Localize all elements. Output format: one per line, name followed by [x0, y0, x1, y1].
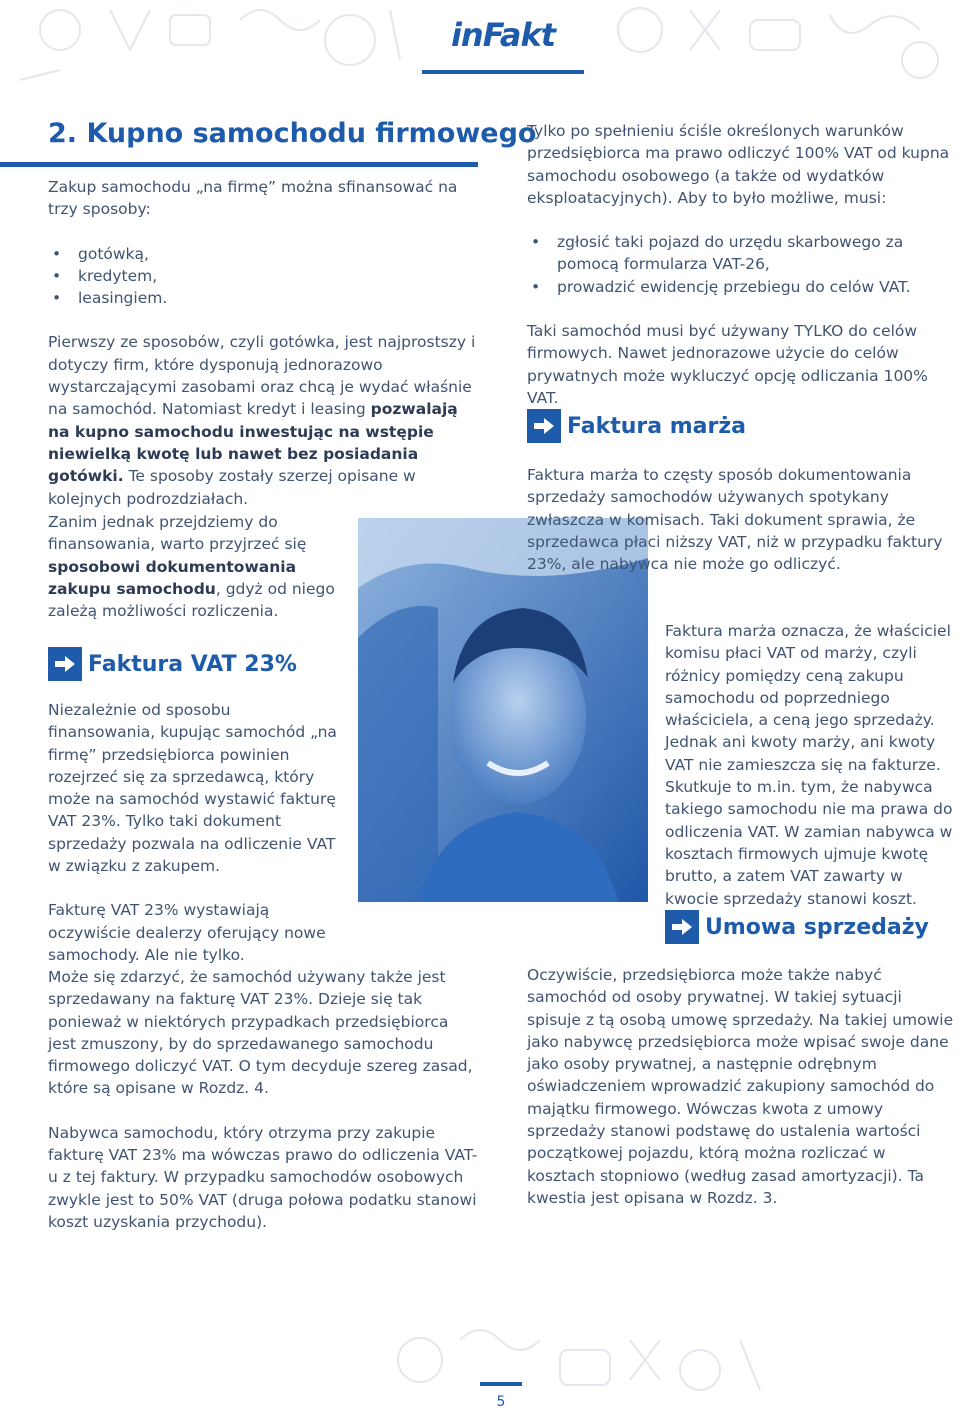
section-heading-marza: [527, 409, 746, 443]
right-column-top: [527, 120, 957, 431]
text: Zanim jednak przejdziemy do finansowania, warto przyjrzeć się: [48, 513, 307, 554]
section-title: Faktura VAT 23%: [88, 651, 297, 677]
logo-text: inFakt: [450, 16, 556, 54]
conditions-list: [527, 231, 957, 298]
list-item: • prowadzić ewidencję przebiegu do celów VAT.: [557, 276, 957, 298]
paragraph: Nabywca samochodu, który otrzyma przy zakupie fakturę VAT 23% ma wówczas prawo do odliczenia VAT-u z tej faktury. W przypadku samochodów osobowych zwykle jest to 50% VAT (druga połowa podatku stanowi koszt uzyskania przychodu).: [48, 1123, 478, 1231]
list-item: • gotówką,: [78, 243, 480, 265]
paragraph: Faktura marża oznacza, że właściciel komisu płaci VAT od marży, czyli różnicy pomiędzy ceną zakupu samochodu od poprzedniego właściciela, a ceną jego sprzedaży. Jednak ani kwoty marży, ani kwoty VAT nie zamieszcza się na fakturze. Skutkuje to m.in. tym, że nabywca takiego samochodu nie ma prawa do odliczenia VAT. W zamian nabywca w kosztach firmowych ujmuje kwotę brutto, a zatem VAT zawarty w kwocie sprzedaży stanowi koszt.: [665, 622, 953, 908]
intro-paragraph: Zakup samochodu „na firmę” można sfinansować na trzy sposoby:: [48, 178, 458, 219]
paragraph: Fakturę VAT 23% wystawiają oczywiście dealerzy oferujący nowe samochody. Ale nie tylko.: [48, 901, 326, 964]
section-vat23-body: [48, 699, 340, 988]
section-vat23-body-wide: [48, 966, 480, 1255]
brand-logo: [422, 0, 584, 74]
paragraph: Faktura marża to częsty sposób dokumentowania sprzedaży samochodów używanych spotykany zwłaszcza w komisach. Taki dokument sprawia, że sprzedawca płaci niższy VAT, niż w przypadku faktury 23%, ale nabywca nie może go odliczyć.: [527, 466, 943, 574]
section-title: Faktura marża: [567, 413, 747, 439]
bold-text: sposobowi dokumentowania zakupu samochodu: [48, 557, 297, 598]
section-marza-body-narrow: [665, 620, 957, 932]
list-item: • zgłosić taki pojazd do urzędu skarbowego za pomocą formularza VAT-26,: [557, 231, 957, 276]
page-number: 5: [496, 1394, 506, 1410]
paragraph: Taki samochód musi być używany TYLKO do celów firmowych. Nawet jednorazowe użycie do celów prywatnych może wykluczyć opcję odliczania 100% VAT.: [527, 322, 928, 407]
section-heading-vat23: [48, 647, 297, 681]
left-column-top: [48, 176, 480, 532]
section-umowa-body: [527, 964, 957, 1231]
bold-text: pozwalają na kupno samochodu inwestując na wstępie niewielką kwotę lub nawet bez posiadania gotówki.: [48, 400, 458, 486]
paragraph: Oczywiście, przedsiębiorca może także nabyć samochód od osoby prywatnej. W takiej sytuacji spisuje z tą osobą umowę sprzedaży. Na takiej umowie jako nabywcę przedsiębiorca może wpisać swoje dane jako osoby prywatnej, a następnie odrębnym oświadczeniem wprowadzić zakupiony samochód do majątku firmowego. Wówczas kwota z umowy sprzedaży stanowi podstawę do ustalenia wartości początkowej pojazdu, którą można rozliczać w kosztach stopniowo (według zasad amortyzacji). Ta kwestia jest opisana w Rozdz. 3.: [527, 966, 954, 1207]
financing-list: [48, 243, 480, 310]
arrow-right-icon: [48, 647, 82, 681]
arrow-right-icon: [665, 910, 699, 944]
paragraph-documentation: [48, 511, 340, 622]
text: Te sposoby zostały szerzej opisane w kolejnych podrozdziałach.: [48, 467, 416, 508]
paragraph: Tylko po spełnieniu ściśle określonych warunków przedsiębiorca ma prawo odliczyć 100% VAT od kupna samochodu osobowego (a także od wydatków eksploatacyjnych). Aby to było możliwe, musi:: [527, 122, 950, 207]
paragraph: Może się zdarzyć, że samochód używany także jest sprzedawany na fakturę VAT 23%. Dzieje się tak ponieważ w niektórych przypadkach przedsiębiorca jest zmuszony, by do sprzedawanego samochodu firmowego doliczyć VAT. O tym decyduje szereg zasad, które są opisane w Rozdz. 4.: [48, 968, 473, 1098]
section-heading-umowa: [665, 910, 929, 944]
list-item: • kredytem,: [78, 265, 480, 287]
page-number-bar: [480, 1382, 522, 1386]
left-column-narrow: [48, 511, 340, 644]
paragraph-cash-credit-leasing: [48, 331, 480, 509]
paragraph: Niezależnie od sposobu finansowania, kupując samochód „na firmę” przedsiębiorca powinien rozejrzeć się za sprzedawcą, który może na samochód wystawić fakturę VAT 23%. Tylko taki dokument sprzedaży pozwala na odliczenie VAT w związku z zakupem.: [48, 701, 337, 876]
page-title: 2. Kupno samochodu firmowego: [48, 118, 537, 149]
title-underline: [0, 162, 478, 167]
arrow-right-icon: [527, 409, 561, 443]
list-item: • leasingiem.: [78, 287, 480, 309]
text: Pierwszy ze sposobów, czyli gotówka, jest najprostszy i dotyczy firm, które dysponują jednorazowo wystarczającymi zasobami oraz chcą je wydać właśnie na samochód. Natomiast kredyt i leasing: [48, 333, 476, 419]
section-marza-body: [527, 464, 957, 597]
text: , gdyż od niego zależą możliwości rozliczenia.: [48, 579, 335, 621]
section-title: Umowa sprzedaży: [705, 914, 929, 940]
